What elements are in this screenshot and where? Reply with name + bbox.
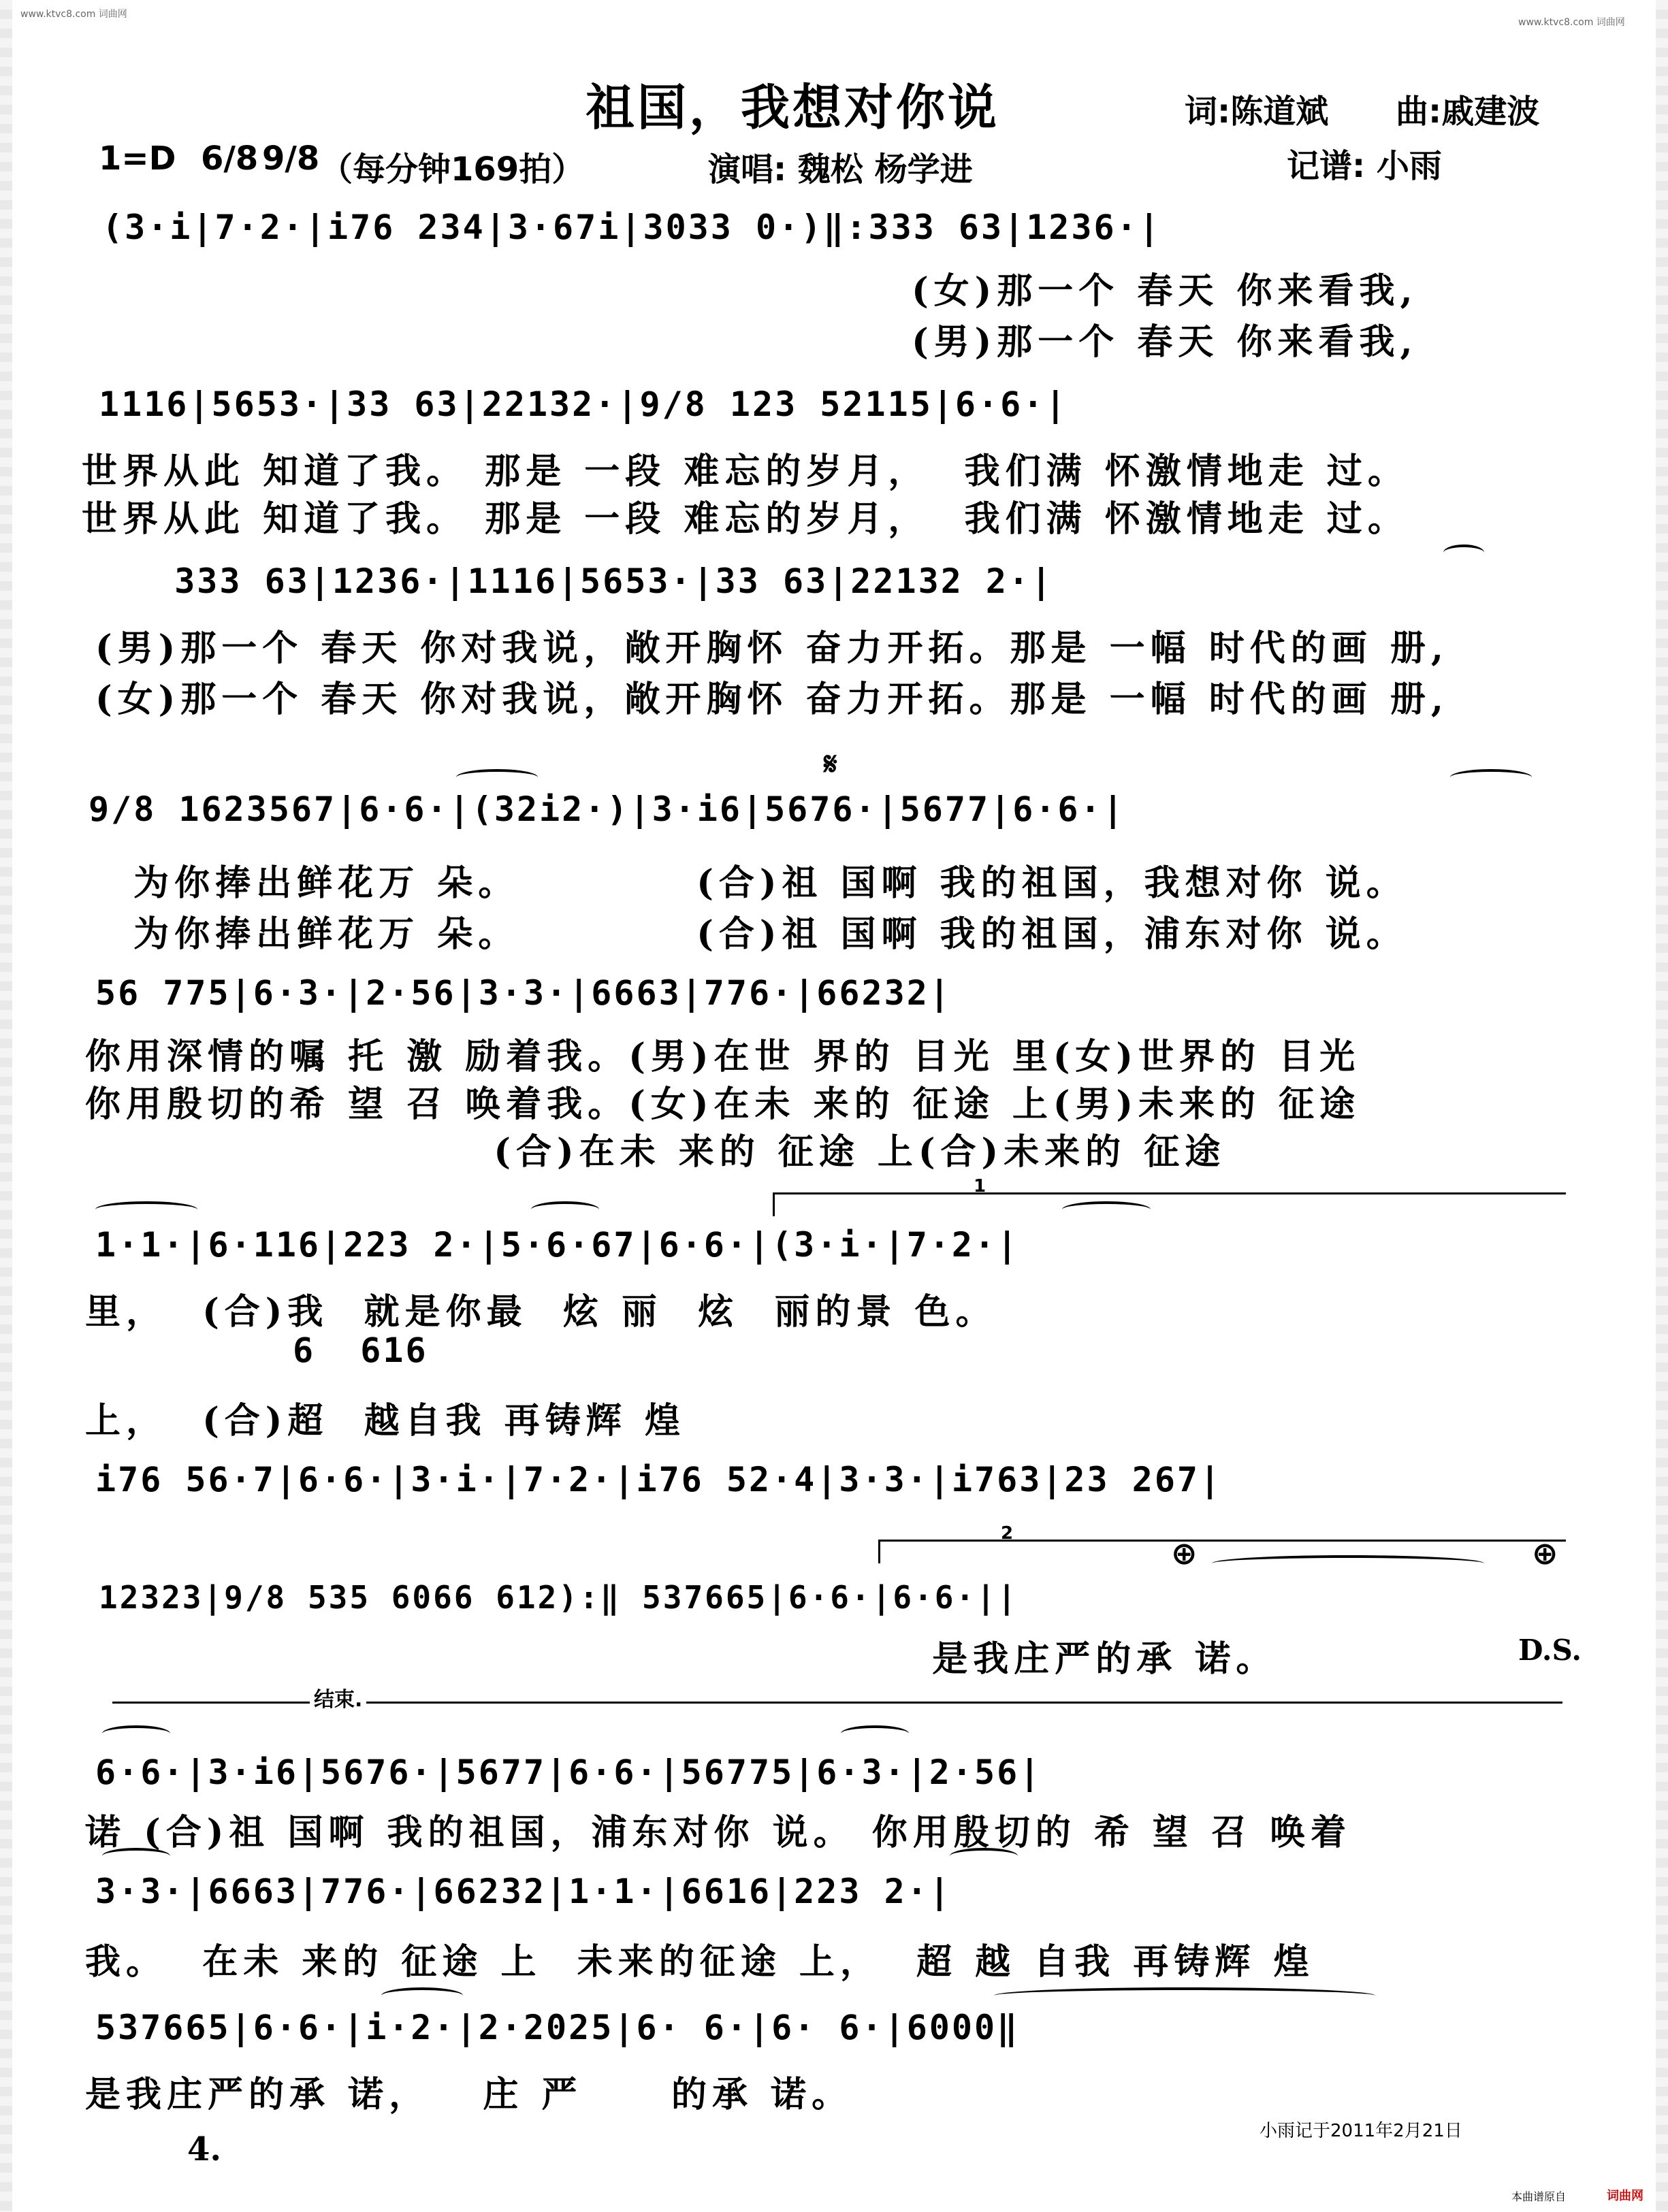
slur <box>531 1201 599 1218</box>
alt-notes-row-6: 6 616 <box>293 1331 428 1370</box>
notes-row-3: 333 63|1236·|1116|5653·|33 63|22132 2·| <box>129 562 1054 601</box>
lyrics-row-9: 诺 (合)祖 国啊 我的祖国，浦东对你 说。 你用殷切的 希 望 召 唤着 <box>85 1812 1352 1853</box>
lyrics-row-5-b: 你用殷切的希 望 召 唤着我。(女)在未 来的 征途 上(男)未来的 征途 <box>85 1084 1361 1125</box>
lyrics-row-2-a: 世界从此 知道了我。 那是 一段 难忘的岁月， 我们满 怀激情地走 过。 <box>82 451 1409 492</box>
notes-row-11: 537665|6·6·|i·2·|2·2025|6· 6·|6· 6·|6000‖ <box>95 2008 1020 2047</box>
lyrics-row-3-b: (女)那一个 春天 你对我说，敞开胸怀 奋力开拓。那是 一幅 时代的画 册, <box>95 679 1449 720</box>
slur <box>994 1987 1375 2004</box>
time-signature-2: 9/8 <box>262 140 320 178</box>
lyrics-row-1-a: (女)那一个 春天 你来看我, <box>41 270 1418 312</box>
notes-row-1: (3·i|7·2·|i76 234|3·67i|3033 0·)‖:333 63|1236·| <box>102 208 1161 247</box>
site-stamp-right: www.ktvc8.com 词曲网 <box>1518 17 1625 28</box>
volta-2-number: 2 <box>1001 1523 1014 1544</box>
lyrics-row-2-b: 世界从此 知道了我。 那是 一段 难忘的岁月， 我们满 怀激情地走 过。 <box>82 498 1409 540</box>
dal-segno: D.S. <box>1518 1633 1582 1667</box>
tempo: （每分钟169拍） <box>320 150 585 189</box>
site-stamp-left: www.ktvc8.com 词曲网 <box>20 9 127 20</box>
notes-row-6: 1·1·|6·116|223 2·|5·6·67|6·6·|(3·i·|7·2·| <box>95 1225 1020 1265</box>
slur <box>1443 544 1484 561</box>
ending-label: 结束. <box>310 1682 366 1712</box>
slur <box>102 1725 170 1742</box>
lyrics-row-1-b: (男)那一个 春天 你来看我, <box>41 321 1418 363</box>
lyrics-row-8: 是我庄严的承 诺。 <box>381 1638 1277 1680</box>
segno-sign: 𝄋 <box>824 745 837 782</box>
singers: 演唱: 魏松 杨学进 <box>708 150 973 189</box>
slur <box>102 1848 170 1864</box>
notes-row-9: 6·6·|3·i6|5676·|5677|6·6·|56775|6·3·|2·56| <box>95 1753 1042 1792</box>
page-border-left <box>0 0 12 2212</box>
site-logo: 词曲网 <box>1607 2189 1643 2203</box>
volta-1-number: 1 <box>974 1176 987 1197</box>
lyrics-row-5-a: 你用深情的嘱 托 激 励着我。(男)在世 界的 目光 里(女)世界的 目光 <box>85 1036 1361 1077</box>
transcriber: 记谱: 小雨 <box>1287 147 1442 185</box>
slur <box>456 769 538 785</box>
lyrics-row-4-a: 为你捧出鲜花万 朵。 (合)祖 国啊 我的祖国，我想对你 说。 <box>116 862 1407 904</box>
lyrics-row-4-b: 为你捧出鲜花万 朵。 (合)祖 国啊 我的祖国，浦东对你 说。 <box>116 913 1407 955</box>
page-border-right <box>1656 0 1668 2212</box>
time-signature-1: 6/8 <box>201 140 259 178</box>
volta-1-bracket <box>773 1192 1566 1194</box>
slur <box>95 1201 197 1218</box>
source-note: 本曲谱原自 <box>1511 2190 1567 2203</box>
slur <box>1450 769 1532 785</box>
lyrics-row-6: 里， (合)我 就是你最 炫 丽 炫 丽的景 色。 <box>85 1291 997 1333</box>
volta-1-hook <box>773 1192 775 1216</box>
volta-2-hook <box>878 1540 880 1563</box>
key-signature: 1=D <box>99 140 176 178</box>
volta-2-bracket <box>878 1540 1566 1542</box>
slur <box>950 1848 1018 1864</box>
slur <box>381 1987 463 2004</box>
notes-row-2: 1116|5653·|33 63|22132·|9/8 123 52115|6·6·| <box>99 385 1068 424</box>
notes-row-5: 56 775|6·3·|2·56|3·3·|6663|776·|66232| <box>95 973 952 1013</box>
lyricist: 词:陈道斌 <box>1185 93 1329 131</box>
page-number: 4. <box>187 2130 222 2168</box>
notes-row-10: 3·3·|6663|776·|66232|1·1·|6616|223 2·| <box>95 1872 952 1911</box>
composer: 曲:戚建波 <box>1396 93 1540 131</box>
notes-row-4: 9/8 1623567|6·6·|(32i2·)|3·i6|5676·|5677|6·6·| <box>89 790 1125 829</box>
lyrics-row-10: 我。 在未 来的 征途 上 未来的征途 上， 超 越 自我 再铸辉 煌 <box>85 1941 1315 1983</box>
notes-row-7: i76 56·7|6·6·|3·i·|7·2·|i76 52·4|3·3·|i763|23 267| <box>95 1460 1223 1499</box>
coda-sign-end: ⊕ <box>1532 1535 1558 1572</box>
song-title: 祖国，我想对你说 <box>586 79 1000 136</box>
slur <box>1062 1201 1151 1218</box>
lyrics-row-5-c: (合)在未 来的 征途 上(合)未来的 征途 <box>85 1131 1226 1173</box>
lyrics-row-11: 是我庄严的承 诺， 庄 严 的承 诺。 <box>85 2074 853 2115</box>
lyrics-row-3-a: (男)那一个 春天 你对我说，敞开胸怀 奋力开拓。那是 一幅 时代的画 册, <box>95 628 1449 669</box>
coda-sign: ⊕ <box>1171 1535 1198 1572</box>
transcription-date: 小雨记于2011年2月21日 <box>1260 2121 1462 2141</box>
slur <box>841 1725 909 1742</box>
slur <box>1212 1555 1484 1572</box>
alt-lyrics-row-6: 上， (合)超 越自我 再铸辉 煌 <box>85 1400 686 1442</box>
notes-row-8: 12323|9/8 535 6066 612):‖ 537665|6·6·|6·6·|| <box>99 1579 1019 1616</box>
